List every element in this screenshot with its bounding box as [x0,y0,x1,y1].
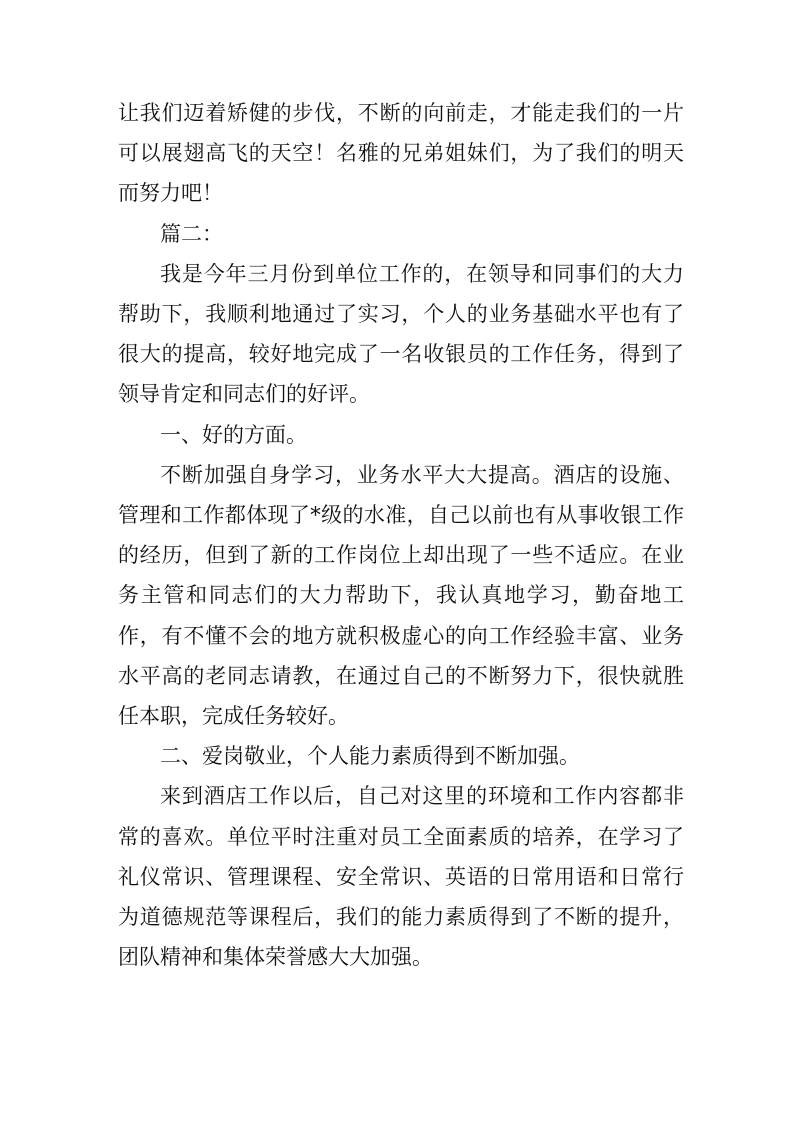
paragraph-continuation: 让我们迈着矫健的步伐，不断的向前走，才能走我们的一片可以展翅高飞的天空！名雅的兄弟姐妹们，为了我们的明天而努力吧！ [118,101,684,206]
heading-dedication: 二、爱岗敬业，个人能力素质得到不断加强。 [160,744,580,769]
heading-good-aspects: 一、好的方面。 [160,422,307,447]
document-body [118,93,684,977]
section-heading-part-two: 篇二： [160,221,223,246]
paragraph-training: 来到酒店工作以后，自己对这里的环境和工作内容都非常的喜欢。单位平时注重对员工全面素质的培养，在学习了礼仪常识、管理课程、安全常识、英语的日常用语和日常行为道德规范等课程后，我们的能力素质得到了不断的提升，团队精神和集体荣誉感大大加强。 [118,784,684,970]
paragraph-intro: 我是今年三月份到单位工作的，在领导和同事们的大力帮助下，我顺利地通过了实习，个人的业务基础水平也有了很大的提高，较好地完成了一名收银员的工作任务，得到了领导肯定和同志们的好评。 [118,261,684,407]
paragraph-study: 不断加强自身学习，业务水平大大提高。酒店的设施、管理和工作都体现了*级的水准，自己以前也有从事收银工作的经历，但到了新的工作岗位上却出现了一些不适应。在业务主管和同志们的大力帮助下，我认真地学习，勤奋地工作，有不懂不会的地方就积极虚心的向工作经验丰富、业务水平高的老同志请教，在通过自己的不断努力下，很快就胜任本职，完成任务较好。 [118,462,684,729]
